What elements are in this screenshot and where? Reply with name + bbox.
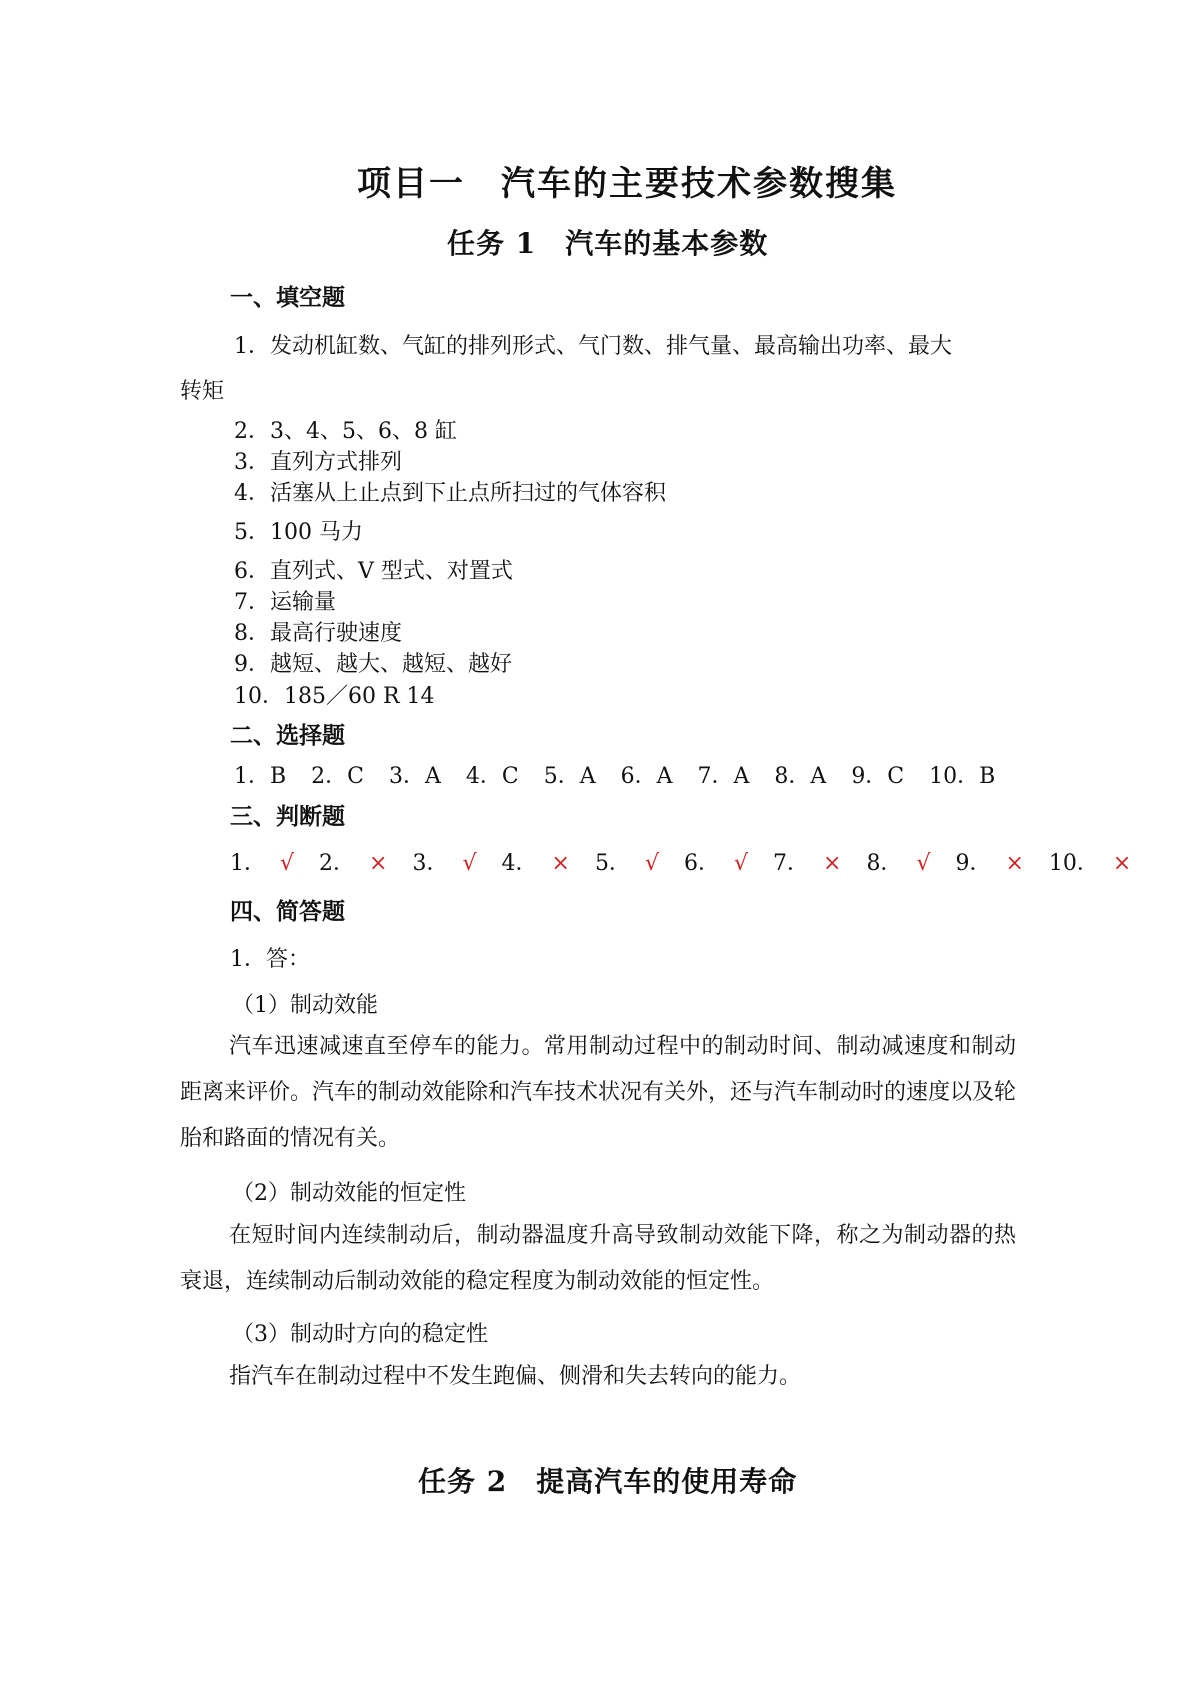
section3-heading: 三、判断题 xyxy=(230,803,345,830)
judge-answer: 4． × xyxy=(501,851,570,876)
fill-item-1: 1．发动机缸数、气缸的排列形式、气门数、排气量、最高输出功率、最大 xyxy=(234,334,952,359)
choice-answer: 7．A xyxy=(697,764,750,789)
sub1-text: 汽车迅速减速直至停车的能力。常用制动过程中的制动时间、制动减速度和制动距离来评价。汽车的制动效能除和汽车技术状况有关外，还与汽车制动时的速度以及轮胎和路面的情况有关。 xyxy=(180,1034,1017,1151)
judge-answer: 3． √ xyxy=(412,851,477,876)
choice-answer: 3．A xyxy=(389,764,441,789)
judge-answer: 10． × xyxy=(1048,851,1132,876)
fill-item-10: 10．185／60 R 14 xyxy=(234,684,435,709)
fill-item-3: 3．直列方式排列 xyxy=(234,450,402,475)
sub3-label: （3）制动时方向的稳定性 xyxy=(232,1322,488,1347)
fill-item-7: 7．运输量 xyxy=(234,590,336,615)
fill-item-2: 2．3、4、5、6、8 缸 xyxy=(234,419,457,444)
judge-answer: 8． √ xyxy=(866,851,931,876)
choice-answer: 10．B xyxy=(929,764,996,789)
cross-mark-icon: × xyxy=(823,851,842,876)
fill-item-4: 4．活塞从上止点到下止点所扫过的气体容积 xyxy=(234,481,666,506)
cross-mark-icon: × xyxy=(551,851,570,876)
check-mark-icon: √ xyxy=(916,851,931,876)
judge-answers xyxy=(230,846,1131,877)
check-mark-icon: √ xyxy=(733,851,748,876)
fill-item-9: 9．越短、越大、越短、越好 xyxy=(234,652,512,677)
section1-heading: 一、填空题 xyxy=(230,284,345,311)
sub2-label: （2）制动效能的恒定性 xyxy=(232,1181,466,1206)
check-mark-icon: √ xyxy=(644,851,659,876)
q1-label: 1．答： xyxy=(230,947,310,972)
choice-answer: 6．A xyxy=(620,764,673,789)
choice-answer: 2．C xyxy=(311,764,365,789)
sub1-label: （1）制动效能 xyxy=(232,993,378,1018)
section2-heading: 二、选择题 xyxy=(230,722,345,749)
judge-answer: 7． × xyxy=(773,851,842,876)
judge-answer: 1． √ xyxy=(230,851,295,876)
section4-heading: 四、简答题 xyxy=(230,898,345,925)
choice-answer: 8．A xyxy=(774,764,827,789)
choice-answer: 4．C xyxy=(465,764,519,789)
sub2-text: 在短时间内连续制动后，制动器温度升高导致制动效能下降，称之为制动器的热衰退，连续制动后制动效能的稳定程度为制动效能的恒定性。 xyxy=(180,1223,1016,1294)
check-mark-icon: √ xyxy=(462,851,477,876)
fill-item-5: 5．100 马力 xyxy=(234,520,363,545)
judge-answer: 5． √ xyxy=(594,851,659,876)
task1-title: 任务 1 汽车的基本参数 xyxy=(447,227,769,260)
judge-answer: 2． × xyxy=(319,851,388,876)
choice-answer: 9．C xyxy=(851,764,905,789)
fill-item-1-cont: 转矩 xyxy=(180,379,225,404)
check-mark-icon: √ xyxy=(280,851,295,876)
fill-item-8: 8．最高行驶速度 xyxy=(234,621,402,646)
task2-title: 任务 2 提高汽车的使用寿命 xyxy=(418,1465,798,1498)
judge-answer: 9． × xyxy=(955,851,1024,876)
cross-mark-icon: × xyxy=(369,851,388,876)
choice-answer: 1．B xyxy=(234,764,287,789)
choice-answer: 5．A xyxy=(543,764,596,789)
cross-mark-icon: × xyxy=(1112,851,1132,876)
project-title: 项目一 汽车的主要技术参数搜集 xyxy=(357,164,897,204)
sub3-text: 指汽车在制动过程中不发生跑偏、侧滑和失去转向的能力。 xyxy=(229,1364,802,1389)
cross-mark-icon: × xyxy=(1005,851,1024,876)
fill-item-6: 6．直列式、V 型式、对置式 xyxy=(234,559,513,584)
judge-answer: 6． √ xyxy=(683,851,748,876)
choice-answers xyxy=(234,759,995,790)
